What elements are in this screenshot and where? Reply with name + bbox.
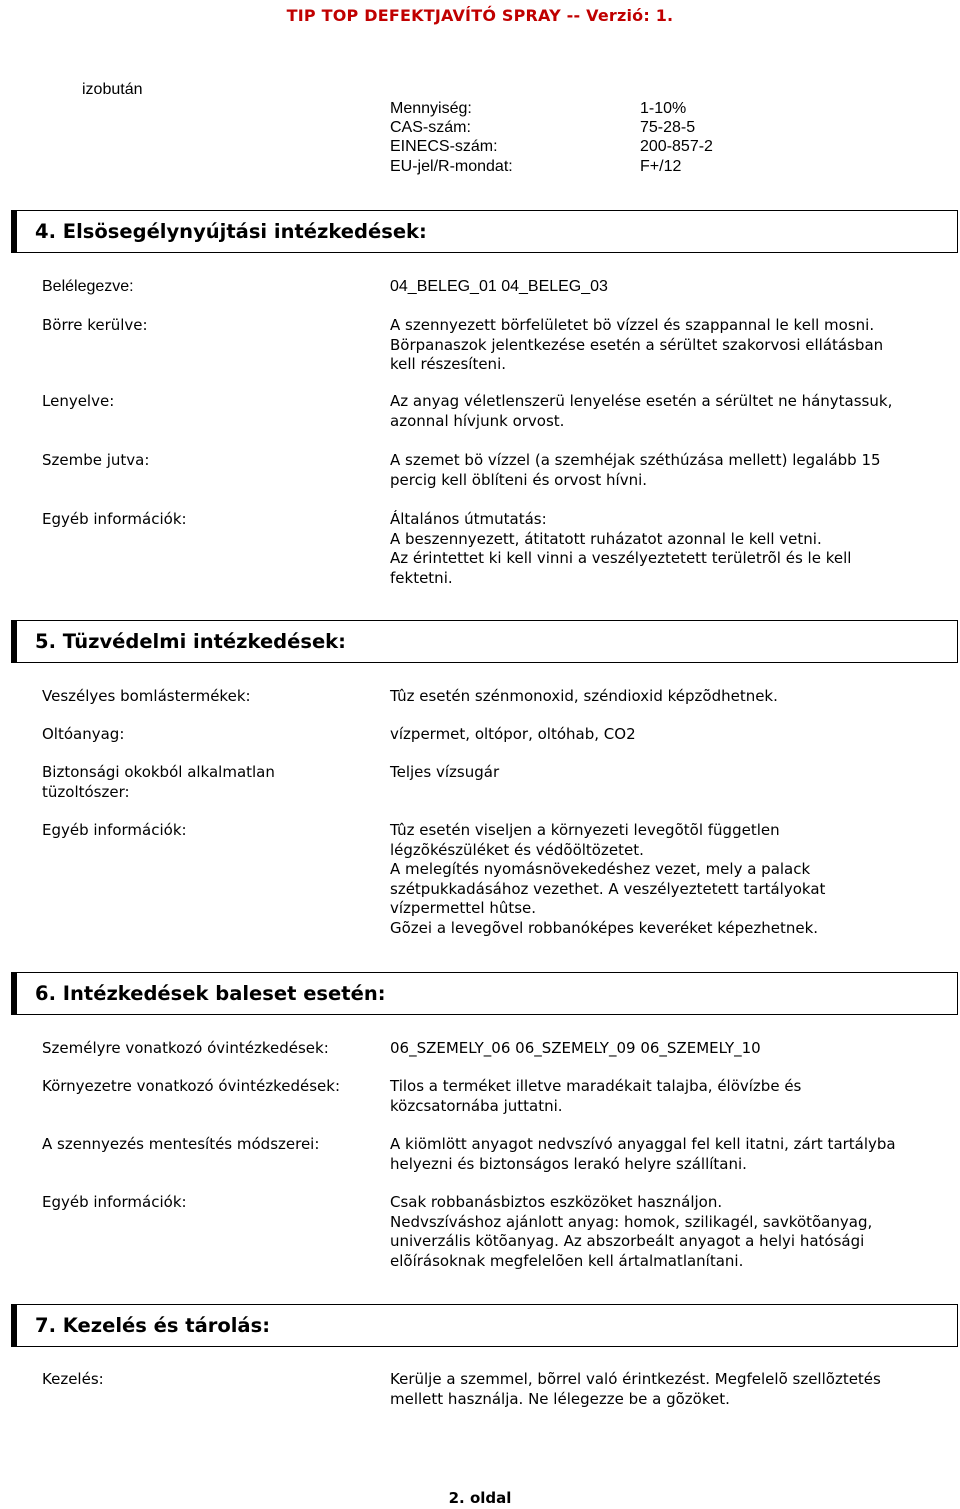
s5-extinguisher-value: vízpermet, oltópor, oltóhab, CO2 [390,725,636,743]
s5-other-line: Gõzei a levegõvel robbanóképes keveréket képezhetnek. [390,918,819,937]
s4-inhaled-label: Belélegezve: [42,278,134,295]
s7-handling-label: Kezelés: [42,1370,104,1388]
s5-other-label: Egyéb információk: [42,821,187,839]
document-title: TIP TOP DEFEKTJAVÍTÓ SPRAY -- Verzió: 1. [286,6,674,25]
s6-environment-label: Környezetre vonatkozó óvintézkedések: [42,1077,341,1095]
s6-other-line: univerzális kötõanyag. Az abszorbeált anyagot a helyi hatósági [390,1232,865,1250]
s4-other-line: A beszennyezett, átitatott ruházatot azonnal le kell vetni. [390,529,822,548]
s4-other-line: Az érintettet ki kell vinni a veszélyeztetett területrõl és le kell [390,549,852,567]
s6-cleanup-line: A kiömlött anyagot nedvszívó anyaggal fel kell itatni, zárt tartályba [390,1135,896,1153]
s5-hazardous-value: Tûz esetén szénmonoxid, széndioxid képzõdhetnek. [390,687,778,705]
s4-skin-value [390,316,930,375]
component-label-quantity: Mennyiség: [390,100,472,117]
s4-other-line: fektetni. [390,568,453,587]
s6-cleanup-label: A szennyezés mentesítés módszerei: [42,1135,320,1153]
s5-other-line: légzõkészüléket és védõöltözetet. [390,840,644,859]
component-value-cas: 75-28-5 [640,119,696,136]
s4-skin-line: Börpanaszok jelentkezése esetén a sérültet szakorvosi ellátásban [390,335,884,354]
s5-unsuitable-label-line: tüzoltószer: [42,782,130,801]
s6-personal-label: Személyre vonatkozó óvintézkedések: [42,1039,329,1057]
s5-extinguisher-label: Oltóanyag: [42,725,125,743]
s5-other-line: vízpermettel hûtse. [390,899,537,917]
s4-eyes-line: A szemet bö vízzel (a szemhéjak széthúzása mellett) legalább 15 [390,451,881,469]
s4-eyes-line: percig kell öblíteni és orvost hívni. [390,470,648,489]
s5-other-line: Tûz esetén viseljen a környezeti levegõtõl független [390,821,780,839]
component-value-einecs: 200-857-2 [640,138,713,155]
s4-swallowed-line: Az anyag véletlenszerü lenyelése esetén a sérültet ne hánytassuk, [390,392,893,410]
s4-other-label: Egyéb információk: [42,510,187,528]
section-5-header: 5. Tüzvédelmi intézkedések: [11,620,958,663]
s6-environment-line: Tilos a terméket illetve maradékait talajba, élövízbe és [390,1077,802,1095]
s7-handling-value [390,1370,930,1409]
s4-other-value [390,510,930,588]
component-name: izobután [82,81,143,98]
component-label-eu: EU-jel/R-mondat: [390,158,513,175]
s5-unsuitable-label [42,763,372,802]
s6-other-value [390,1193,930,1271]
s6-other-line: Csak robbanásbiztos eszközöket használjon. [390,1193,723,1211]
s4-skin-line: A szennyezett börfelületet bö vízzel és szappannal le kell mosni. [390,316,875,334]
component-value-eu: F+/12 [640,158,682,175]
s4-swallowed-label: Lenyelve: [42,392,115,410]
s4-skin-line: kell részesíteni. [390,355,507,373]
section-6-header: 6. Intézkedések baleset esetén: [11,972,958,1015]
s5-unsuitable-label-line: Biztonsági okokból alkalmatlan [42,763,275,781]
s6-cleanup-line: helyezni és biztonságos lerakó helyre szállítani. [390,1154,747,1173]
s6-environment-line: közcsatornába juttatni. [390,1096,563,1115]
s5-other-line: szétpukkadásához vezethet. A veszélyeztetett tartályokat [390,879,826,898]
s4-eyes-label: Szembe jutva: [42,451,150,469]
page-number: 2. oldal [448,1489,512,1507]
s6-other-line: Nedvszíváshoz ajánlott anyag: homok, szilikagél, savkötõanyag, [390,1212,873,1231]
component-label-cas: CAS-szám: [390,119,471,136]
s5-other-line: A melegítés nyomásnövekedéshez vezet, mely a palack [390,860,811,878]
s4-other-line: Általános útmutatás: [390,510,547,528]
component-label-einecs: EINECS-szám: [390,138,498,155]
s6-personal-value: 06_SZEMELY_06 06_SZEMELY_09 06_SZEMELY_10 [390,1039,761,1057]
s7-handling-line: mellett használja. Ne lélegezze be a gõzöket. [390,1389,730,1408]
s6-other-line: elõírásoknak megfelelõen kell ártalmatlanítani. [390,1251,744,1270]
s4-eyes-value [390,451,930,490]
section-7-header: 7. Kezelés és tárolás: [11,1304,958,1347]
s4-swallowed-value [390,392,930,431]
s7-handling-line: Kerülje a szemmel, bõrrel való érintkezést. Megfelelõ szellõztetés [390,1370,881,1388]
s6-other-label: Egyéb információk: [42,1193,187,1211]
s4-swallowed-line: azonnal hívjunk orvost. [390,411,565,430]
s4-skin-label: Börre kerülve: [42,316,148,334]
s6-cleanup-value [390,1135,930,1174]
s5-unsuitable-value: Teljes vízsugár [390,763,500,781]
component-value-quantity: 1-10% [640,100,687,117]
s6-environment-value [390,1077,930,1116]
s5-hazardous-label: Veszélyes bomlástermékek: [42,687,251,705]
section-4-header: 4. Elsösegélynyújtási intézkedések: [11,210,958,253]
s5-other-value [390,821,930,938]
s4-inhaled-value: 04_BELEG_01 04_BELEG_03 [390,278,608,295]
